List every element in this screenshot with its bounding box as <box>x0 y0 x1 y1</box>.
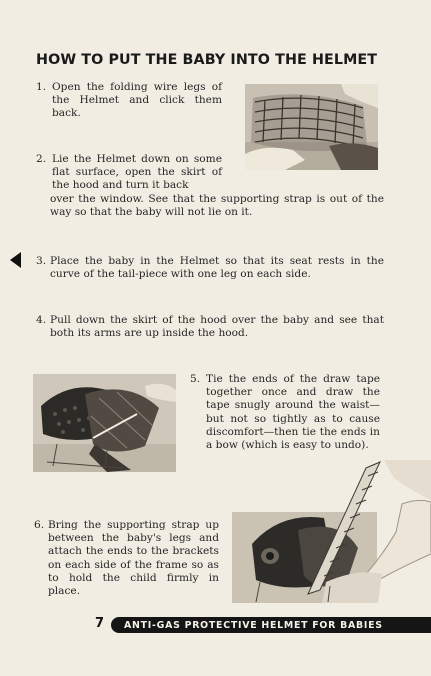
step-text-rest: over the window. See that the supporting strap is out of the way so that the baby will not lie on it. <box>50 192 384 218</box>
page-title: HOW TO PUT THE BABY INTO THE HELMET <box>36 52 378 68</box>
step-4 <box>36 314 384 340</box>
step-number: 3. <box>36 255 47 267</box>
photo-supporting-strap <box>232 460 431 603</box>
step-number: 1. <box>36 81 47 93</box>
step-3 <box>36 255 384 281</box>
step-number: 6. <box>34 519 45 531</box>
step-text: Tie the ends of the draw tape together once and draw the tape snugly around the waist—but not so tightly as to cause discomfort—then tie the ends in a bow (which is easy to undo). <box>206 373 380 452</box>
step-text: Pull down the skirt of the hood over the baby and see that both its arms are up inside the hood. <box>50 314 384 340</box>
photo-draw-tape <box>33 374 176 472</box>
step-text: Bring the supporting strap up between the baby's legs and attach the ends to the brackets on each side of the frame so as to hold the child firmly in place. <box>48 519 219 598</box>
step-5 <box>190 373 380 452</box>
step-1 <box>36 81 222 121</box>
arrow-marker-icon <box>10 252 21 268</box>
running-title: ANTI-GAS PROTECTIVE HELMET FOR BABIES <box>124 620 383 631</box>
step-number: 5. <box>190 373 201 385</box>
page-number: 7 <box>95 616 105 631</box>
step-6 <box>34 519 219 598</box>
step-number: 2. <box>36 153 47 165</box>
step-text: Open the folding wire legs of the Helmet and click them back. <box>52 81 222 120</box>
step-number: 4. <box>36 314 47 326</box>
photo-folding-legs <box>245 84 378 170</box>
step-text: Place the baby in the Helmet so that its seat rests in the curve of the tail-piece with one leg on each side. <box>50 255 384 281</box>
step-text-first: Lie the Helmet down on some flat surface, open the skirt of the hood and turn it back <box>52 153 222 192</box>
